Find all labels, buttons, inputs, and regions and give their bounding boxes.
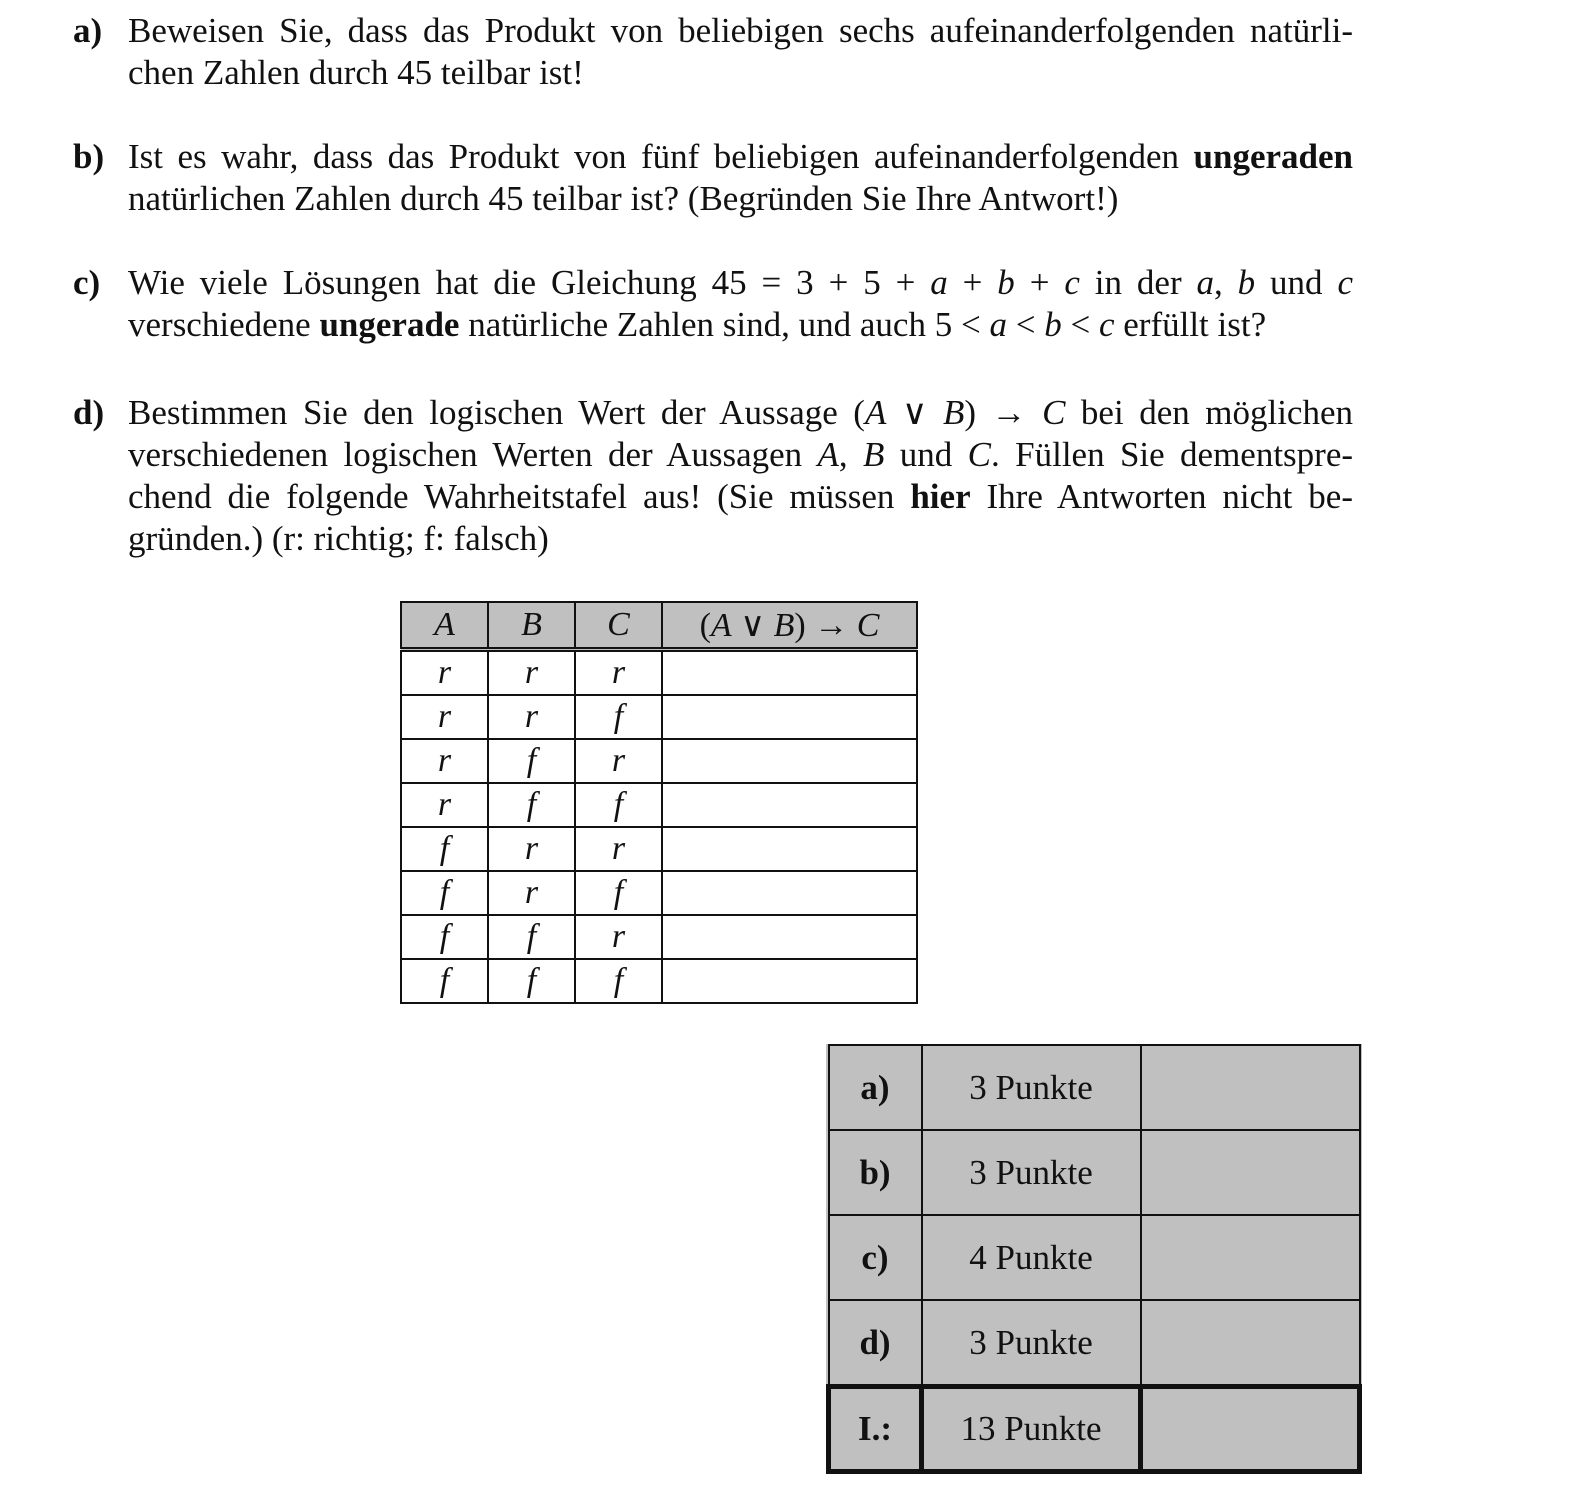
task-d-emphasis: hier [910,477,971,516]
points-row [829,1300,1360,1387]
task-c-in-der: in der [1079,263,1197,302]
header-A: A [401,602,488,650]
truth-table [400,601,918,1004]
answer-cell[interactable] [662,871,917,915]
var-B: B [942,393,965,432]
var-a: a [1196,263,1214,302]
task-b-text [128,136,1353,220]
var-A: A [817,435,839,474]
expr-impl: ) → [794,607,857,644]
task-c-line-2-mid: natürliche Zahlen sind, und auch 5 < [459,305,990,344]
task-d-line-1 [128,392,1353,434]
points-value: 4 Punkte [922,1215,1141,1300]
answer-cell[interactable] [662,827,917,871]
less-than: < [1006,305,1045,344]
task-c-equation-prefix: Wie viele Lösungen hat die Gleichung 45 = 3 + 5 + [128,263,931,302]
cell-C: r [575,827,662,871]
points-value: 3 Punkte [922,1300,1141,1387]
und: und [884,435,968,474]
und: und [1255,263,1338,302]
points-task-label: d) [829,1300,922,1387]
task-d-line-3-prefix: chend die folgende Wahrheitstafel aus! (Sie müssen [128,477,911,516]
cell-C: f [575,695,662,739]
task-b-line-2: natürlichen Zahlen durch 45 teilbar ist? (Begründen Sie Ihre Antwort!) [128,179,1119,218]
task-b-line-1-text: Ist es wahr, dass das Produkt von fünf beliebigen aufeinanderfolgenden [128,137,1194,176]
task-d-line-3-end: Ihre Antworten nicht be- [970,477,1353,516]
truth-table-row [401,871,917,915]
task-c-label: c) [73,263,101,302]
cell-A: f [401,959,488,1003]
cell-B: r [488,650,575,696]
points-value: 3 Punkte [922,1045,1141,1130]
truth-table-row [401,783,917,827]
plus-sign: + [947,263,998,302]
truth-table-header [401,602,917,650]
task-d-text [128,392,1353,560]
task-c-line-2 [128,304,1353,346]
task-a-label: a) [73,11,103,50]
var-a: a [989,305,1007,344]
truth-table-row [401,915,917,959]
cell-B: r [488,695,575,739]
task-b-line-1 [128,136,1353,178]
cell-A: r [401,695,488,739]
points-score-cell[interactable] [1141,1215,1360,1300]
task-b-emphasis: ungeraden [1193,137,1353,176]
task-a-text [128,10,1353,94]
cell-A: f [401,827,488,871]
var-b: b [1044,305,1062,344]
task-d-line-2 [128,434,1353,476]
var-b: b [1237,263,1256,302]
points-value: 3 Punkte [922,1130,1141,1215]
task-d-line-2-prefix: verschiedenen logischen Werten der Aussagen [128,435,818,474]
points-score-cell[interactable] [1141,1300,1360,1387]
cell-C: r [575,739,662,783]
cell-A: r [401,739,488,783]
header-B: B [488,602,575,650]
var-b: b [997,263,1015,302]
cell-A: r [401,783,488,827]
truth-table-row [401,695,917,739]
task-d-line-1-end: bei den möglichen [1065,393,1353,432]
truth-table-row [401,739,917,783]
points-row [829,1130,1360,1215]
answer-cell[interactable] [662,959,917,1003]
var-C: C [1042,393,1066,432]
task-c-emphasis: ungerade [319,305,460,344]
expr-B: B [773,607,795,644]
cell-B: r [488,871,575,915]
task-d-line-3 [128,476,1353,518]
cell-B: f [488,739,575,783]
cell-A: r [401,650,488,696]
task-a-line-1: Beweisen Sie, dass das Produkt von beliebigen sechs aufeinanderfolgenden natürli- [128,11,1353,50]
task-b [73,136,1353,220]
var-c: c [1064,263,1080,302]
points-total-label: I.: [829,1387,922,1472]
implication-symbol: ) → [964,393,1043,432]
expr-C: C [856,607,880,644]
task-d-line-2-end: . Füllen Sie dementspre- [991,435,1354,474]
task-c-line-1 [128,262,1353,304]
cell-B: r [488,827,575,871]
points-row [829,1215,1360,1300]
var-C: C [967,435,992,474]
task-b-label: b) [73,137,105,176]
cell-B: f [488,915,575,959]
points-score-cell[interactable] [1141,1130,1360,1215]
expr-or: ∨ [731,607,774,644]
task-c-line-2-prefix: verschiedene [128,305,320,344]
points-task-label: a) [829,1045,922,1130]
answer-cell[interactable] [662,915,917,959]
var-c: c [1098,305,1115,344]
task-c-text [128,262,1353,346]
answer-cell[interactable] [662,783,917,827]
task-c [73,262,1353,346]
points-table [826,1044,1362,1474]
header-expression [662,602,917,650]
header-C: C [575,602,662,650]
answer-cell[interactable] [662,650,917,696]
truth-table-row [401,650,917,696]
cell-A: f [401,915,488,959]
comma: , [1214,263,1238,302]
var-a: a [930,263,948,302]
task-d-label: d) [73,393,105,432]
expr-A: A [710,607,732,644]
cell-C: f [575,783,662,827]
cell-B: f [488,783,575,827]
points-total-row [829,1387,1360,1472]
or-symbol: ∨ [886,393,943,432]
task-d [73,392,1353,560]
var-A: A [864,393,887,432]
expr-open: ( [699,607,711,644]
points-total-value: 13 Punkte [922,1387,1141,1472]
task-d-line-4: gründen.) (r: richtig; f: falsch) [128,519,549,558]
points-score-cell[interactable] [1141,1045,1360,1130]
points-total-score-cell[interactable] [1141,1387,1360,1472]
cell-C: f [575,959,662,1003]
cell-C: r [575,650,662,696]
answer-cell[interactable] [662,695,917,739]
cell-B: f [488,959,575,1003]
plus-sign: + [1014,263,1065,302]
points-task-label: c) [829,1215,922,1300]
points-task-label: b) [829,1130,922,1215]
var-B: B [863,435,885,474]
cell-C: f [575,871,662,915]
task-d-line-1-prefix: Bestimmen Sie den logischen Wert der Aussage ( [128,393,865,432]
truth-table-row [401,827,917,871]
var-c: c [1337,263,1353,302]
points-row [829,1045,1360,1130]
cell-A: f [401,871,488,915]
cell-C: r [575,915,662,959]
answer-cell[interactable] [662,739,917,783]
task-c-line-2-end: erfüllt ist? [1114,305,1267,344]
comma: , [838,435,864,474]
less-than: < [1061,305,1099,344]
truth-table-row [401,959,917,1003]
task-a [73,10,1353,94]
task-a-line-2: chen Zahlen durch 45 teilbar ist! [128,53,584,92]
